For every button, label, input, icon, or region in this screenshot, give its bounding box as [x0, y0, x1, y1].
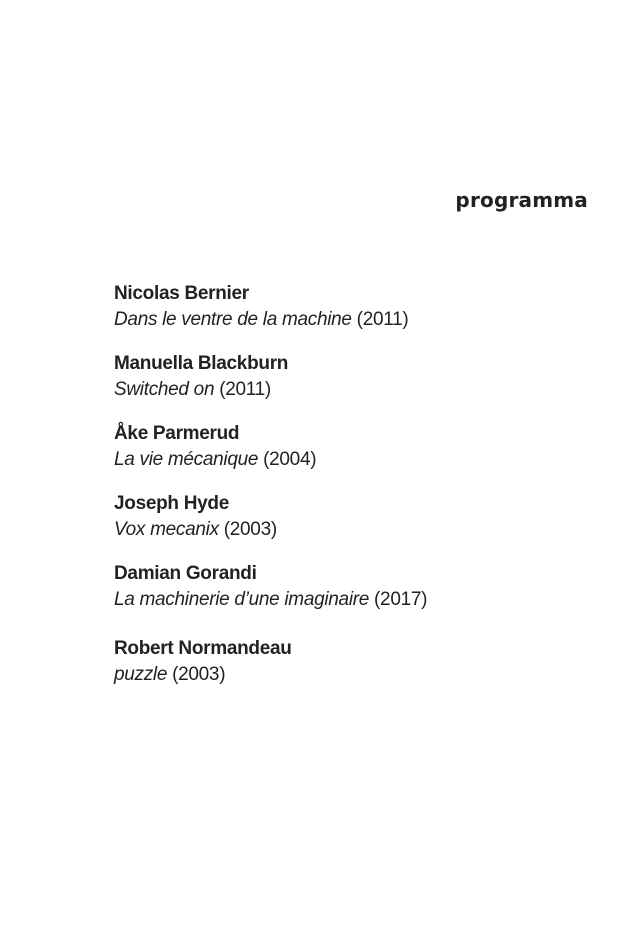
composer-name: Joseph Hyde: [114, 493, 229, 514]
work-year: (2011): [219, 379, 271, 400]
program-entry: [114, 491, 584, 561]
work-line: [114, 307, 584, 333]
work-title: Vox mecanix: [114, 519, 219, 540]
program-entry: [114, 421, 584, 491]
work-title: puzzle: [114, 664, 168, 685]
page-title: programma: [455, 188, 588, 212]
composer-name: Manuella Blackburn: [114, 353, 289, 374]
composer-name: Åke Parmerud: [114, 423, 240, 444]
composer-name: Nicolas Bernier: [114, 283, 249, 304]
work-year: (2004): [263, 449, 317, 470]
work-line: [114, 447, 584, 473]
work-year: (2011): [356, 309, 409, 330]
work-line: [114, 377, 584, 403]
work-title: La machinerie d’une imaginaire: [114, 589, 370, 610]
composer-name: Damian Gorandi: [114, 563, 257, 584]
work-year: (2003): [223, 519, 277, 540]
work-year: (2017): [374, 589, 428, 610]
program-entry: [114, 561, 584, 636]
work-year: (2003): [172, 664, 226, 685]
work-title: La vie mécanique: [114, 449, 259, 470]
composer-name: Robert Normandeau: [114, 638, 292, 659]
work-title: Switched on: [114, 379, 215, 400]
program-entry: [114, 351, 584, 421]
program-entry: [114, 281, 584, 351]
work-line: [114, 662, 584, 688]
work-line: [114, 587, 584, 613]
program-entry: [114, 636, 584, 688]
program-list: [114, 281, 584, 688]
work-line: [114, 517, 584, 543]
work-title: Dans le ventre de la machine: [114, 309, 352, 330]
